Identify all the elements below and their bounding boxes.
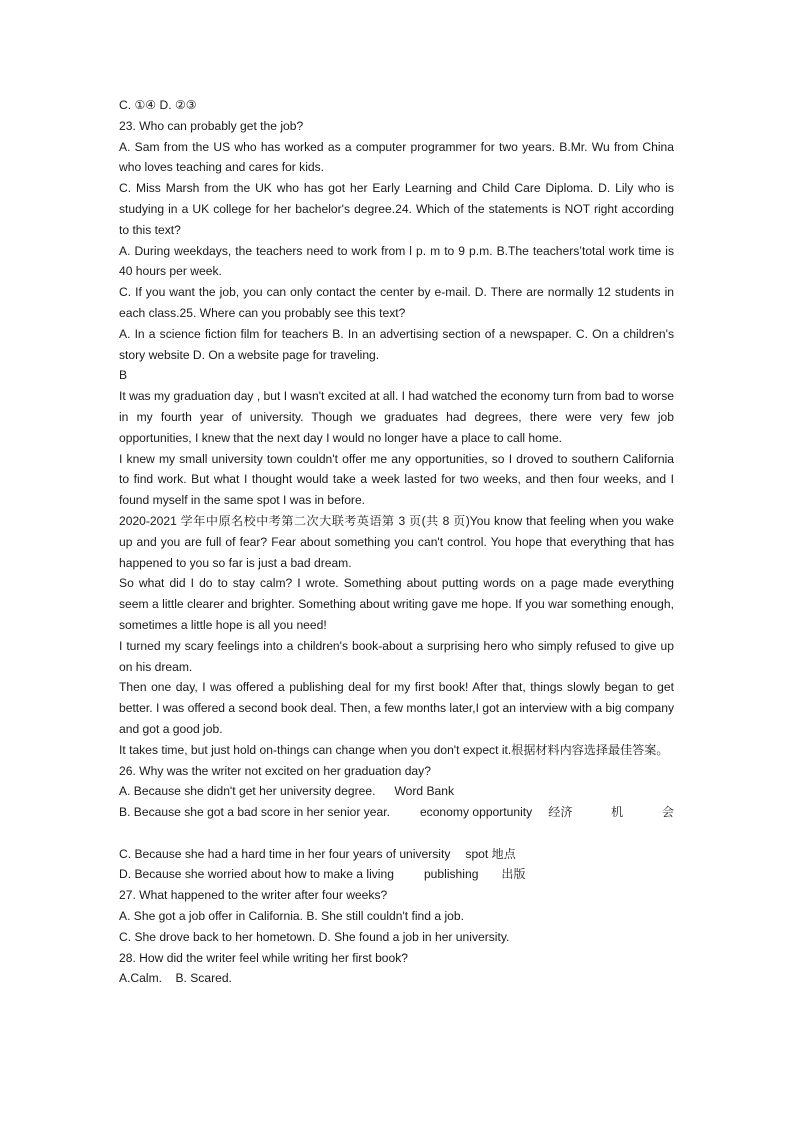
q25-options: A. In a science fiction film for teachers B. In an advertising section of a newspaper. C. On a children's story website D. On a website page for traveling. [119, 326, 674, 362]
word-bank-term-economy-opportunity: economy opportunity [419, 805, 533, 820]
q28-options-a-b: A.Calm. B. Scared. [119, 971, 232, 986]
word-bank-translation-economy-opportunity: 经济 机 会 [548, 805, 674, 820]
q26-option-b-row [119, 802, 674, 823]
passage-paragraph-3: 2020-2021 学年中原名校中考第二次大联考英语第 3 页(共 8 页)You know that feeling when you wake up and you are full of fear? Fear about something you can't control. You hope that everything that has happened to you so far is just a bad dream. [119, 513, 674, 570]
q26-option-d: D. Because she worried about how to make a living [119, 867, 394, 882]
question-23: 23. Who can probably get the job? [119, 118, 304, 133]
word-bank-term-publishing: publishing [423, 867, 479, 882]
word-bank-title: Word Bank [394, 784, 455, 799]
q26-option-a: A. Because she didn't get her university degree. [119, 784, 376, 799]
passage-paragraph-4: So what did I do to stay calm? I wrote. Something about putting words on a page made everything seem a little clearer and brighter. Something about writing gave me hope. If you war something enough, sometimes a little hope is all you need! [119, 576, 674, 632]
passage-paragraph-7: It takes time, but just hold on-things can change when you don't expect it.根据材料内容选择最佳答案。 [119, 742, 669, 757]
q26-option-c: C. Because she had a hard time in her four years of university [119, 846, 451, 861]
question-27: 27. What happened to the writer after four weeks? [119, 888, 388, 903]
q26-option-b: B. Because she got a bad score in her senior year. [119, 805, 390, 820]
options-c-d-q22: C. ①④ D. ②③ [119, 98, 197, 112]
q23-options-a-b: A. Sam from the US who has worked as a computer programmer for two years. B.Mr. Wu from China who loves teaching and cares for kids. [119, 139, 674, 175]
section-b-heading: B [119, 368, 128, 383]
q23-options-c-d-q24: C. Miss Marsh from the UK who has got her Early Learning and Child Care Diploma. D. Lily who is studying in a UK college for her bachelor's degree.24. Which of the statements is NOT right according to this text? [119, 181, 674, 237]
passage-paragraph-1: It was my graduation day , but I wasn't excited at all. I had watched the economy turn from bad to worse in my fourth year of university. Though we graduates had degrees, there were very few job opportunities, I knew that the next day I would no longer have a place to call home. [119, 389, 674, 445]
passage-paragraph-6: Then one day, I was offered a publishing deal for my first book! After that, things slowly began to get better. I was offered a second book deal. Then, a few months later,I got an interview with a big company and got a good job. [119, 680, 674, 736]
q24-options-a-b: A. During weekdays, the teachers need to work from l p. m to 9 p.m. B.The teachers’total work time is 40 hours per week. [119, 243, 674, 279]
q24-options-c-d-q25: C. If you want the job, you can only contact the center by e-mail. D. There are normally 12 students in each class.25. Where can you probably see this text? [119, 285, 674, 320]
passage-paragraph-2: I knew my small university town couldn't offer me any opportunities, so I droved to southern California to find work. But what I thought would take a week lasted for two weeks, and then four weeks, and I found myself in the same spot I was in before. [119, 451, 674, 508]
q27-options-a-b: A. She got a job offer in California. B. She still couldn't find a job. [119, 909, 464, 924]
q26-option-c-row [119, 844, 674, 865]
question-26: 26. Why was the writer not excited on her graduation day? [119, 763, 431, 778]
passage-paragraph-5: I turned my scary feelings into a children's book-about a surprising hero who simply refused to give up on his dream. [119, 638, 674, 674]
question-28: 28. How did the writer feel while writing her first book? [119, 950, 409, 965]
q26-option-a-row [119, 781, 674, 802]
document-body [119, 95, 674, 989]
word-bank-term-spot: spot 地点 [465, 846, 516, 861]
word-bank-translation-publishing: 出版 [501, 867, 526, 882]
q27-options-c-d: C. She drove back to her hometown. D. She found a job in her university. [119, 929, 510, 944]
q26-option-d-row [119, 864, 674, 885]
